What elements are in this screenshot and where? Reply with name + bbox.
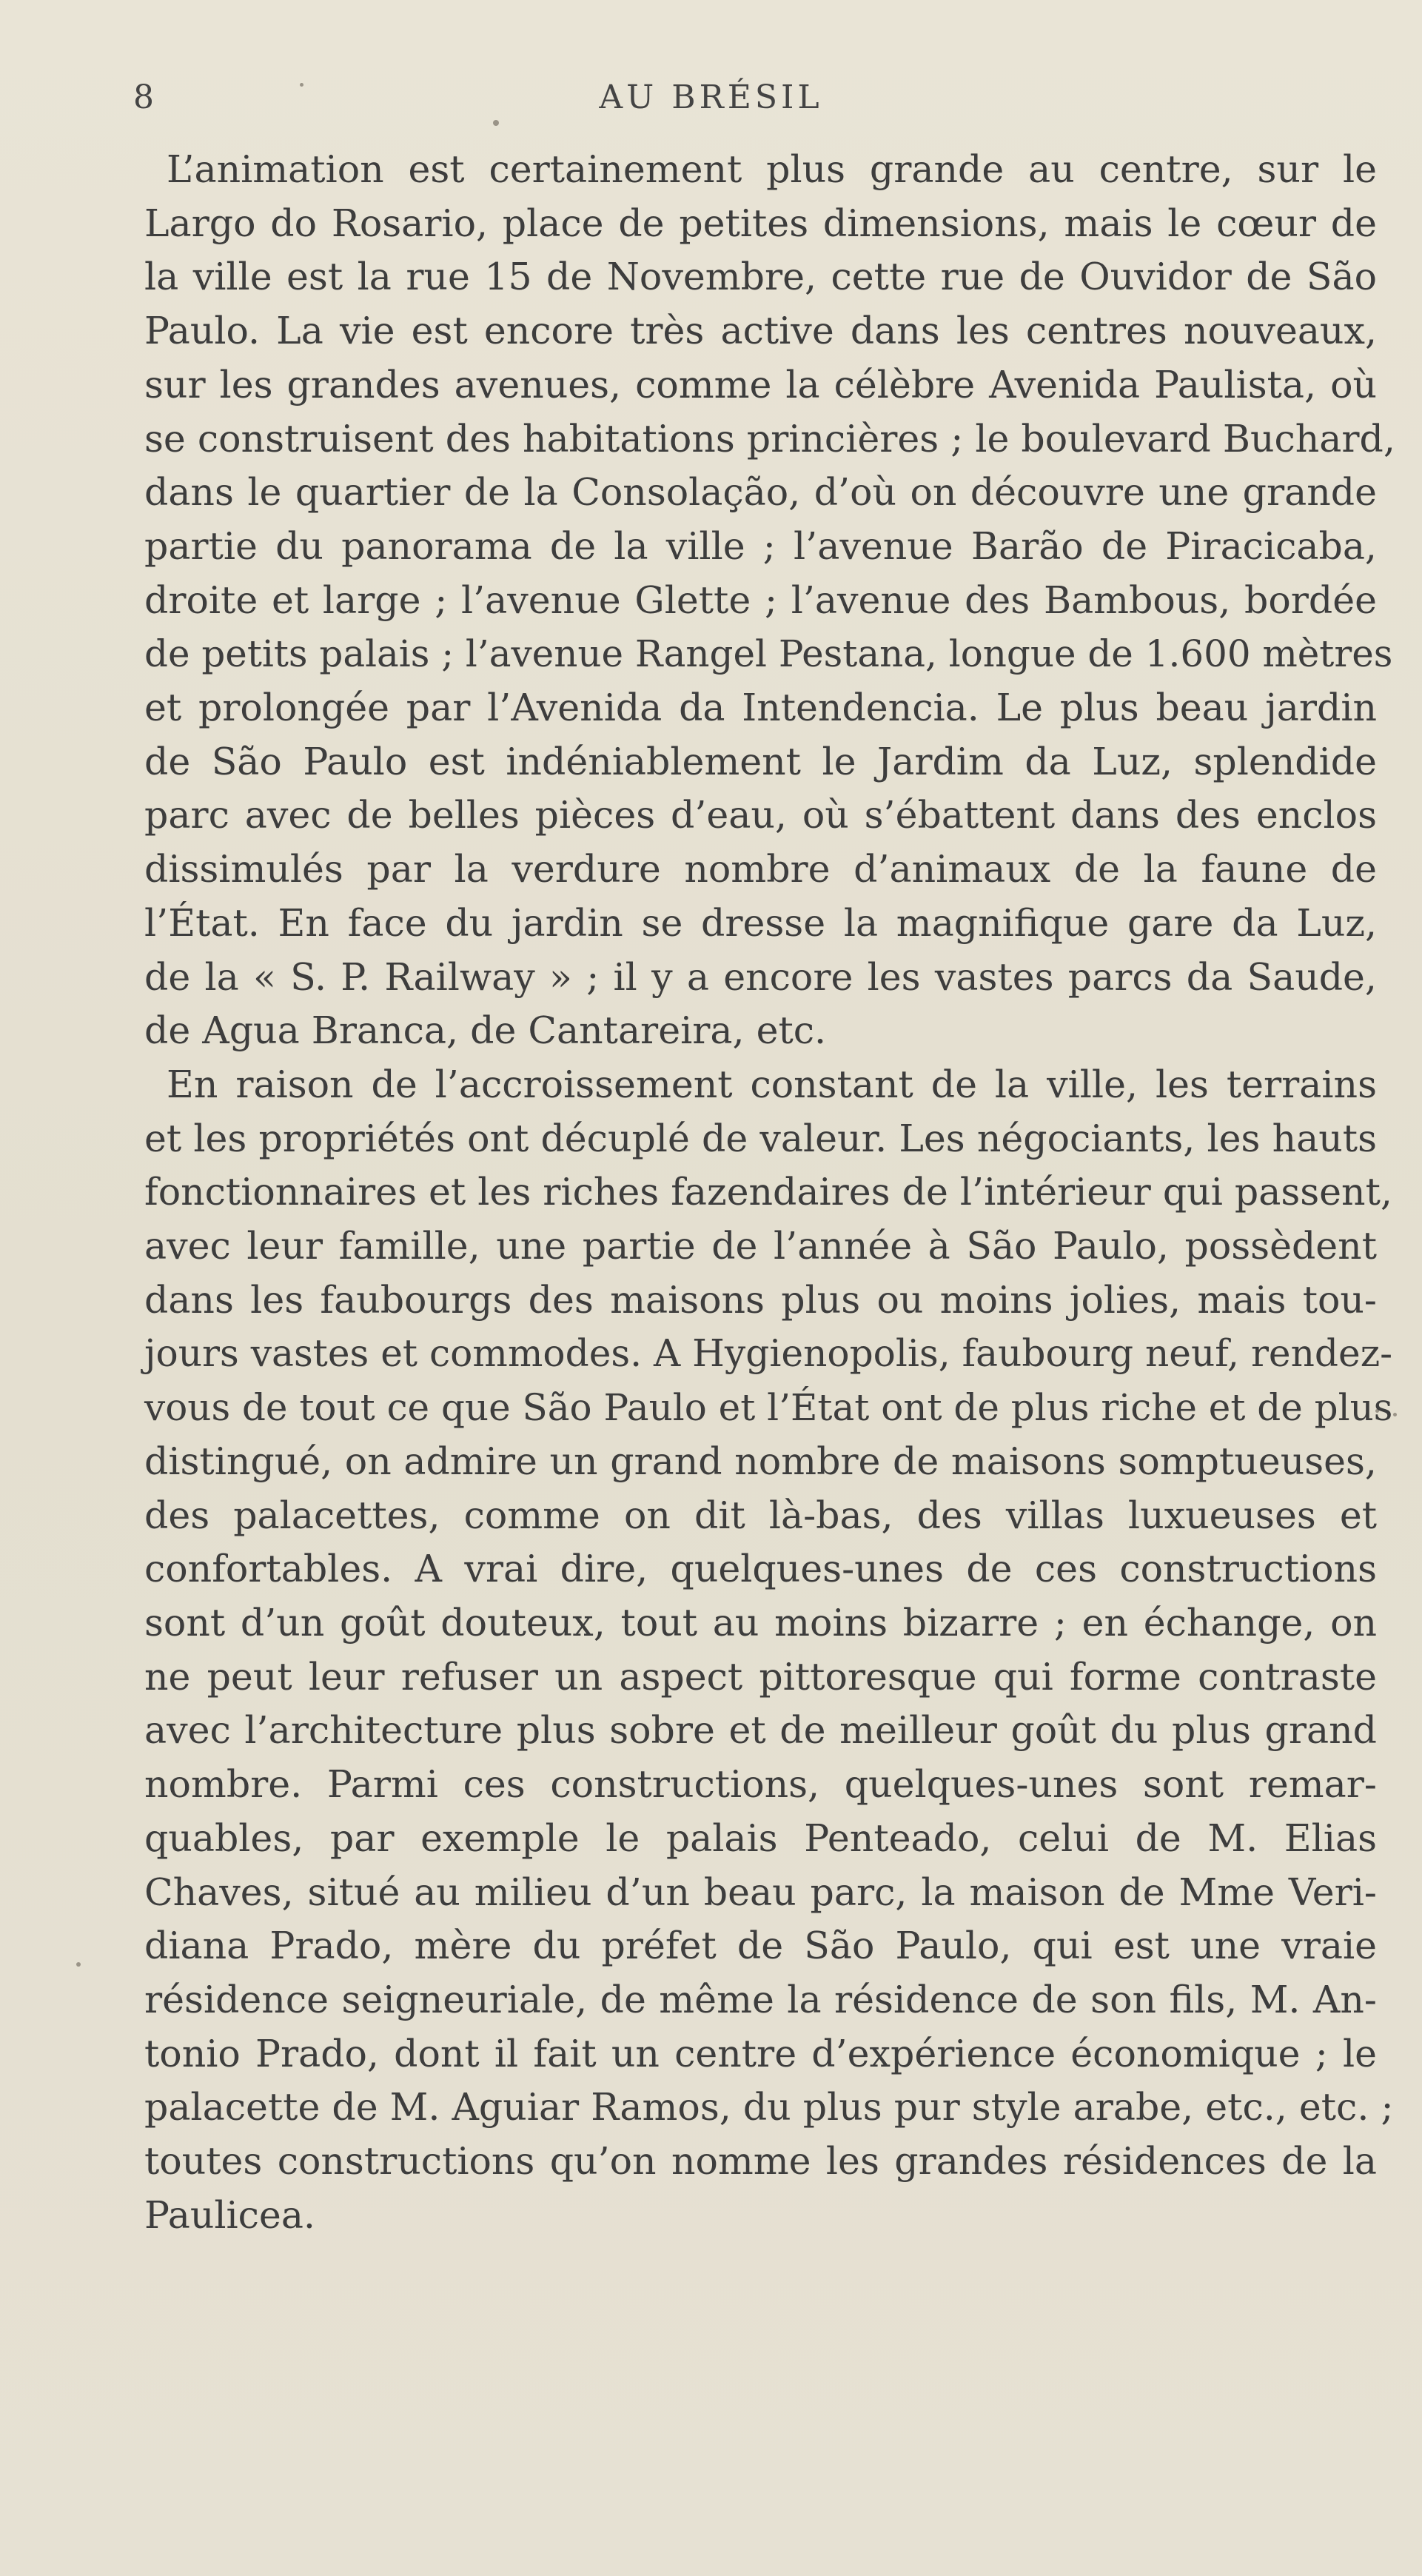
text-line: diana Prado, mère du préfet de São Paulo, qui est une vraie [144,1924,1377,1968]
text-line: et les propriétés ont décuplé de valeur. Les négociants, les hauts [144,1116,1377,1160]
text-line: la ville est la rue 15 de Novembre, cette rue de Ouvidor de São [144,255,1377,299]
text-line: dans le quartier de la Consolação, d’où on découvre une grande [144,470,1377,515]
text-line: confortables. A vrai dire, quelques-unes de ces constructions [144,1547,1377,1591]
text-line: quables, par exemple le palais Penteado, celui de M. Elias [144,1816,1377,1860]
text-line: partie du panorama de la ville ; l’avenue Barão de Piracicaba, [144,523,1377,568]
text-line: sur les grandes avenues, comme la célèbre Avenida Paulista, où [144,362,1377,407]
paper-speck [76,1962,81,1967]
paper-speck [1393,1413,1397,1416]
text-line: de petits palais ; l’avenue Rangel Pestana, longue de 1.600 mètres [144,632,1393,676]
text-line: de Agua Branca, de Cantareira, etc. [144,1008,827,1053]
page-number: 8 [133,78,155,116]
text-line: tonio Prado, dont il fait un centre d’expérience économique ; le [144,2031,1377,2075]
text-line: L’animation est certainement plus grande au centre, sur le [167,147,1377,191]
text-line: Largo do Rosario, place de petites dimensions, mais le cœur de [144,201,1377,245]
body-text [122,143,1395,2242]
text-line: nombre. Parmi ces constructions, quelques-unes sont remar- [144,1762,1377,1807]
text-line: dissimulés par la verdure nombre d’animaux de la faune de [144,847,1377,891]
text-line: résidence seigneuriale, de même la résidence de son fils, M. An- [144,1977,1377,2021]
paragraph-1 [122,143,1395,1058]
text-line: avec l’architecture plus sobre et de meilleur goût du plus grand [144,1708,1377,1753]
text-line: se construisent des habitations princières ; le boulevard Buchard, [144,416,1395,461]
text-line: et prolongée par l’Avenida da Intendencia. Le plus beau jardin [144,686,1377,730]
text-line: Paulo. La vie est encore très active dans les centres nouveaux, [144,309,1377,353]
running-title: AU BRÉSIL [599,78,823,116]
text-line: En raison de l’accroissement constant de la ville, les terrains [167,1062,1377,1106]
text-line: ne peut leur refuser un aspect pittoresque qui forme contraste [144,1654,1377,1699]
text-line: droite et large ; l’avenue Glette ; l’avenue des Bambous, bordée [144,578,1377,622]
text-line: Chaves, situé au milieu d’un beau parc, la maison de Mme Veri- [144,1870,1377,1914]
text-line: avec leur famille, une partie de l’année à São Paulo, possèdent [144,1224,1377,1268]
text-line: de São Paulo est indéniablement le Jardim da Luz, splendide [144,739,1377,783]
text-line: Paulicea. [144,2192,315,2237]
text-line: vous de tout ce que São Paulo et l’État ont de plus riche et de plus [144,1386,1393,1430]
text-line: parc avec de belles pièces d’eau, où s’ébattent dans des enclos [144,793,1377,837]
text-line: l’État. En face du jardin se dresse la magnifique gare da Luz, [144,900,1377,945]
text-line: des palacettes, comme on dit là-bas, des villas luxueuses et [144,1493,1377,1537]
text-line: sont d’un goût douteux, tout au moins bizarre ; en échange, on [144,1600,1377,1645]
text-line: toutes constructions qu’on nomme les grandes résidences de la [144,2139,1377,2184]
text-line: dans les faubourgs des maisons plus ou moins jolies, mais tou- [144,1277,1377,1322]
running-header [0,74,1422,126]
text-line: distingué, on admire un grand nombre de maisons somptueuses, [144,1439,1377,1483]
text-line: jours vastes et commodes. A Hygienopolis, faubourg neuf, rendez- [144,1331,1393,1376]
text-line: palacette de M. Aguiar Ramos, du plus pur style arabe, etc., etc. ; [144,2085,1394,2130]
text-line: de la « S. P. Railway » ; il y a encore les vastes parcs da Saude, [144,954,1377,999]
text-line: fonctionnaires et les riches fazendaires de l’intérieur qui passent, [144,1170,1392,1214]
paragraph-2 [122,1058,1394,2242]
